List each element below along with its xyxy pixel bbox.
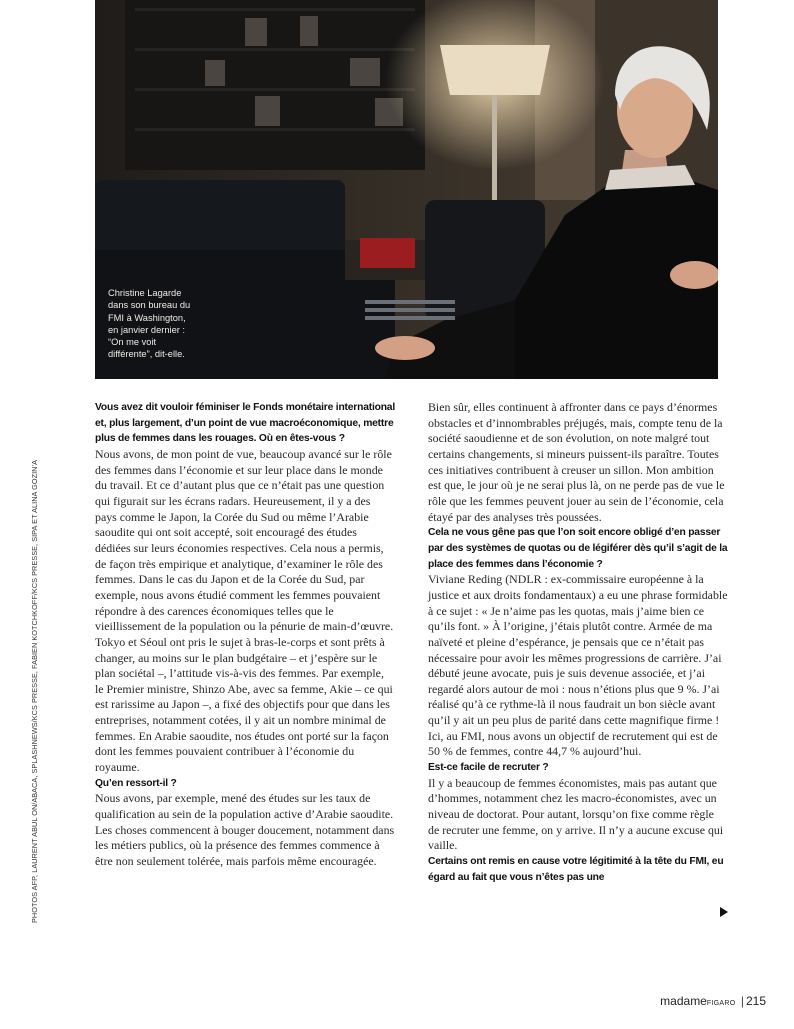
caption-line: Christine Lagarde bbox=[108, 288, 182, 298]
photo-caption bbox=[108, 287, 218, 361]
interview-question: Est-ce facile de recruter ? bbox=[428, 762, 549, 774]
magazine-brand: madame bbox=[660, 994, 707, 1008]
photo-credits: PHOTOS AFP, LAURENT ABUL ON/ABACA, SPLASHNEWS/KCS PRESSE, FABIEN KOTCHKOFF/KCS PRESSE, SIPA ET ALINA GOZIN’A bbox=[30, 459, 39, 923]
caption-line: différente”, dit-elle. bbox=[108, 349, 185, 360]
interview-question: Cela ne vous gêne pas que l’on soit encore obligé d’en passer par des systèmes de quotas ou de légiférer dès qu’il s’agit de la place des femmes dans l’économie ? bbox=[428, 527, 728, 570]
caption-line: dans son bureau du bbox=[108, 300, 191, 311]
caption-line: “On me voit bbox=[108, 337, 157, 348]
article-column-left bbox=[95, 400, 395, 870]
page-number: 215 bbox=[745, 994, 766, 1008]
article-column-right bbox=[428, 400, 728, 885]
page-footer bbox=[660, 994, 766, 1008]
interview-answer: Viviane Reding (NDLR : ex-commissaire européenne à la justice et aux droits fondamentaux) a eu une phrase formidable à ce sujet : « Je n’aime pas les quotas, mais j’aime bien ce qu’ils font. » À l’origine, j’étais plutôt contre. Armée de ma naïveté et pleine d’espérance, je pensais que ce n’était pas nécessaire pour avoir les mêmes progressions de carrière. J’ai débuté jeune avocate, puis je suis devenue associée, et j’ai regardé alors autour de moi : nous n’étions plus que 9 %. J’ai réalisé qu’à ce rythme-là il nous faudrait un bon siècle avant qu’il y ait un peu plus de parité dans cette magnifique firme ! Ici, au FMI, nous avons un objectif de recrutement qui est de 50 % de femmes, contre 44,7 % aujourd’hui. bbox=[428, 572, 728, 759]
interview-answer: Nous avons, de mon point de vue, beaucoup avancé sur le rôle des femmes dans l’économie et sur leur place dans le monde du travail. Et ce d’autant plus que ce n’était pas une question qui figurait sur les écrans radars. Heureusement, il y a des pays comme le Japon, la Corée du Sud ou même l’Arabie saoudite qui ont soit accepté, soit encouragé des études dédiées sur leurs économies respectives. Cela nous a permis, de façon très empirique et analytique, d’examiner le rôle des femmes. Dans le cas du Japon et de la Corée du Sud, par exemple, nous avons étudié comment les femmes pouvaient répondre à des carences économiques telles que le vieillissement de la population ou la pénurie de main-d’œuvre. Tokyo et Séoul ont pris le sujet à bras-le-corps et sont prêts à changer, au moins sur le plan budgétaire – et j’espère sur le plan sociétal –, l’attitude vis-à-vis des femmes. Par exemple, le Premier ministre, Shinzo Abe, avec sa femme, Akie – ce qui est rarissime au Japon –, a fixé des objectifs pour que dans les entreprises, notamment cotées, il y ait un nombre minimal de femmes. En Arabie saoudite, nos études ont porté sur la façon dont les femmes pouvaient contribuer à l’économie du royaume. bbox=[95, 446, 394, 775]
interview-question: Qu’en ressort-il ? bbox=[95, 777, 177, 789]
caption-line: FMI à Washington, bbox=[108, 312, 186, 323]
interview-answer: Nous avons, par exemple, mené des études sur les taux de qualification au sein de la population active d’Arabie saoudite. Les choses commencent à bouger doucement, notamment dans les métiers publics, où la présence des femmes commence à être non seulement tolérée, mais parfois même encouragée. bbox=[95, 791, 395, 869]
interview-answer: Bien sûr, elles continuent à affronter dans ce pays d’énormes obstacles et d’innombrables préjugés, mais, compte tenu de la société saoudienne et de son évolution, on note malgré tout certains changements, si mineurs puissent-ils paraître. Toutes ces initiatives contribuent à creuser un sillon. Mon ambition est que, le jour où je ne serai plus là, on ne perde pas de vue le rôle que les femmes peuvent jouer au sein de l’économie, cela étayé par des analyses très poussées. bbox=[428, 400, 725, 524]
interview-answer: Il y a beaucoup de femmes économistes, mais pas autant que d’hommes, notamment chez les macro-économistes, avec un niveau de doctorat. Pour autant, lorsqu’on fixe comme règle de recruter une femme, on y arrive. Il n’y a aucune excuse qui vaille. bbox=[428, 775, 724, 853]
interview-question: Vous avez dit vouloir féminiser le Fonds monétaire international et, plus largement, d’un point de vue macroéconomique, mettre plus de femmes dans les rouages. Où en êtes-vous ? bbox=[95, 402, 395, 445]
hero-photo bbox=[95, 0, 718, 379]
caption-line: en janvier dernier : bbox=[108, 324, 185, 335]
footer-separator: | bbox=[740, 994, 744, 1008]
interview-question: Certains ont remis en cause votre légitimité à la tête du FMI, eu égard au fait que vous n’êtes pas une bbox=[428, 856, 724, 883]
continue-arrow-icon bbox=[720, 907, 728, 917]
magazine-brand-sub: FIGARO bbox=[706, 1000, 736, 1007]
